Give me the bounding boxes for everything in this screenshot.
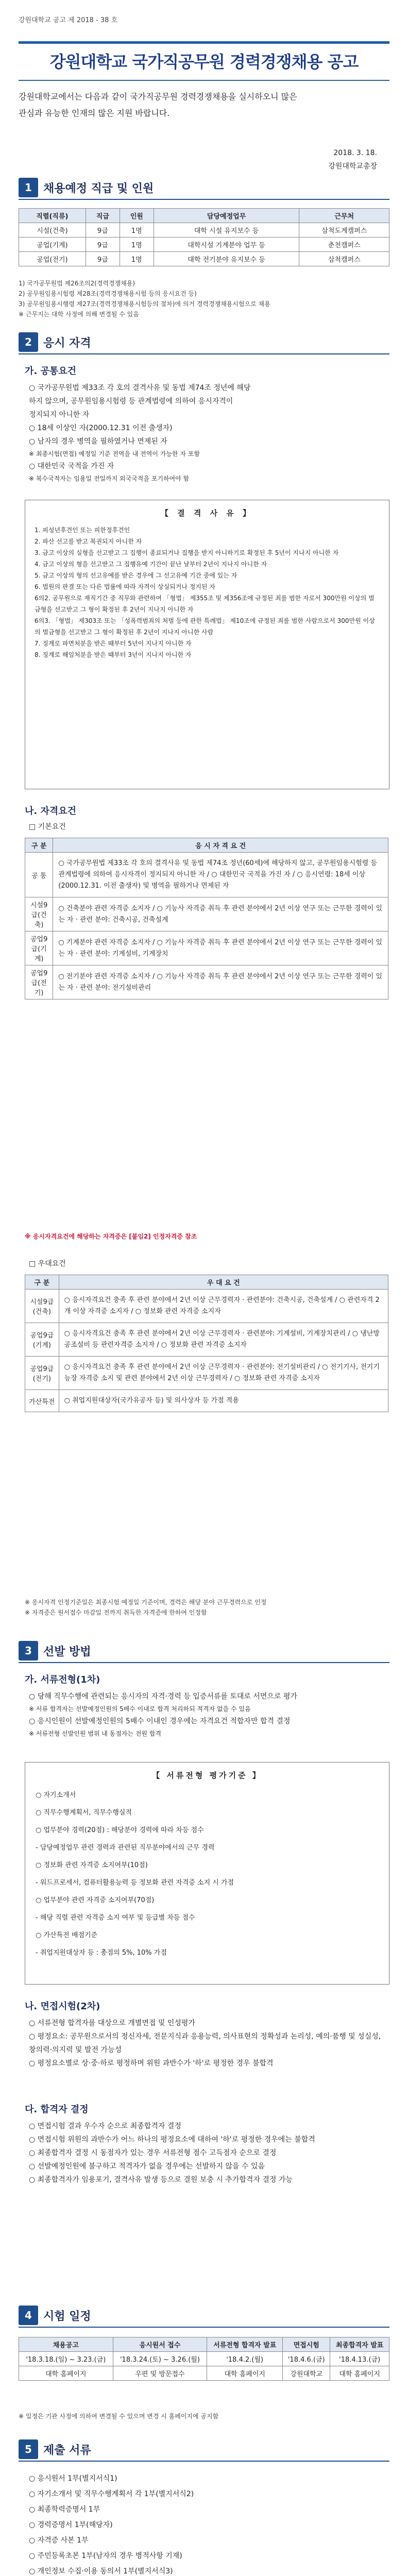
table-row — [25, 931, 388, 965]
evaluation-title: 【 서류전형 평가기준 】 — [152, 1771, 262, 1780]
disqualification-list — [25, 518, 389, 667]
note-line: 1) 국가공무원법 제26조의2(경력경쟁채용) — [19, 280, 135, 287]
line: ○ 평정요소별로 상·중·하로 평정하며 위원 과반수가 '하'로 평정한 경우 불합격 — [29, 2059, 274, 2067]
subsection-title: 나. 자격요건 — [25, 806, 77, 817]
note-line: ※ 근무지는 대학 사정에 의해 변경될 수 있음 — [19, 311, 139, 318]
req-line: ○ 대한민국 국적을 가진 자 — [29, 462, 114, 470]
table-cell: 대학 시설 유지보수 등 — [154, 223, 299, 238]
table-cell: 우편 및 방문접수 — [113, 2366, 207, 2381]
basic-req-label: □ 기본요건 — [29, 823, 66, 831]
table-cell: 대학 전기분야 유지보수 등 — [154, 252, 299, 266]
disq-item: 5. 금고 이상의 형의 선고유예를 받은 경우에 그 선고유예 기간 중에 있는 자 — [35, 572, 237, 579]
issuer: 강원대학교총장 — [328, 162, 377, 171]
table-row — [19, 252, 389, 266]
line: ○ 최종합격자 결정 시 동점자가 있는 경우 서류전형 점수 고득점자 순으로 결정 — [29, 2149, 277, 2157]
table-cell: 삼척도계캠퍼스 — [299, 223, 389, 238]
table-cell: 공업9급(기계) — [25, 1323, 59, 1357]
section-number: 4 — [19, 2306, 38, 2325]
eval-item: - 담당예정업무 관련 경력과 관련된 직무분야에서의 근무 경력 — [36, 1844, 215, 1852]
table-cell: ○ 응시자격요건 충족 후 관련 분야에서 2년 이상 근무경력자 · 관련분야: 기계설비, 기계장치관리 / ○ 냉난방공조설비 등 관련자격증 소지자 / ○ 정보화 관련 자격증 소지자 — [59, 1323, 388, 1357]
decision-lines — [29, 2120, 389, 2187]
table-header-cell: 서류전형 합격자 발표 — [207, 2337, 283, 2352]
disq-item: 6. 법원의 판결 또는 다른 법률에 따라 자격이 상실되거나 정지된 자 — [35, 583, 215, 590]
section-title: 채용예정 직급 및 인원 — [43, 182, 154, 195]
table-cell: 1명 — [120, 238, 154, 252]
table-row — [25, 1323, 388, 1357]
table-header-cell: 담당예정업무 — [154, 209, 299, 223]
table-header-cell: 근무처 — [299, 209, 389, 223]
title-banner — [19, 41, 389, 81]
req-line: ○ 남자의 경우 병역을 필하였거나 면제된 자 — [29, 437, 167, 446]
line: ○ 최종합격자가 임용포기, 결격사유 발생 등으로 결원 보충 시 추가합격자 결정 가능 — [29, 2176, 293, 2184]
table-row — [25, 1390, 388, 1412]
subsection-title: 가. 공통요건 — [25, 366, 77, 377]
table-cell: '18.4.13.(금) — [330, 2352, 389, 2366]
req-line: 하지 않으며, 공무원임용시험령 등 관계법령에 의하여 응시자격이 — [29, 397, 233, 405]
line: ※ 서류전형 선발인원 범위 내 동점자는 전원 합격 — [29, 1730, 162, 1737]
issue-block — [328, 146, 377, 173]
table-header-cell: 직급 — [86, 209, 120, 223]
section-divider — [19, 199, 389, 200]
eval-item: - 취업지원대상자 등 : 총점의 5%, 10% 가점 — [36, 1949, 167, 1957]
section-number: 3 — [19, 1641, 38, 1660]
disq-item: 6의2. 공무원으로 재직기간 중 직무와 관련하여 「형법」 제355조 및 제356조에 규정된 죄를 범한 자로서 300만원 이상의 벌금형을 선고받고 그 형이 확정된 후 2년이 지나지 아니한 자 — [35, 595, 375, 613]
section-divider — [19, 1662, 389, 1663]
line: ○ 선발예정인원에 불구하고 적격자가 없을 경우에는 선발하지 않을 수 있음 — [29, 2162, 265, 2171]
doc-item: ○ 개인정보 수집·이용 동의서 1부(별지서식3) — [29, 2567, 173, 2575]
basic-req-note: ※ 응시자격요건에 해당하는 자격증은 [붙임2] 인정자격증 참조 — [25, 1233, 197, 1240]
disq-item: 2. 파산 선고를 받고 복권되지 아니한 자 — [35, 538, 142, 545]
table-header-cell: 응 시 자 격 요 건 — [53, 838, 388, 853]
table-cell: '18.4.6.(금) — [283, 2352, 330, 2366]
page-title: 강원대학교 국가직공무원 경력경쟁채용 공고 — [49, 52, 359, 72]
preferred-requirements-table — [25, 1275, 388, 1412]
section-title: 제출 서류 — [43, 2444, 91, 2457]
section-title: 시험 일정 — [43, 2310, 91, 2323]
table-row — [25, 1290, 388, 1323]
eval-item: ○ 자기소개서 — [36, 1791, 76, 1799]
table-cell: 시설(건축) — [19, 223, 86, 238]
disq-item: 8. 징계로 해임처분을 받은 때부터 3년이 지나지 아니한 자 — [35, 651, 192, 658]
positions-table — [19, 208, 389, 266]
req-line: ○ 18세 이상인 자(2000.12.31 이전 출생자) — [29, 424, 173, 432]
doc-item: ○ 주민등록초본 1부(남자의 경우 병적사항 기재) — [29, 2552, 182, 2560]
table-cell: 삼척캠퍼스 — [299, 252, 389, 266]
table-cell: ○ 전기분야 관련 자격증 소지자 / ○ 기능사 자격증 취득 후 관련 분야에서 2년 이상 연구 또는 근무한 경력이 있는 자 · 관련 분야: 전기설비관리 — [53, 965, 388, 999]
doc-item: ○ 자기소개서 및 직무수행계획서 각 1부(별지서식2) — [29, 2490, 194, 2498]
disq-item: 7. 징계로 파면처분을 받은 때부터 5년이 지나지 아니한 자 — [35, 640, 192, 647]
table-header-cell: 응시원서 접수 — [113, 2337, 207, 2352]
note-line: ※ 자격증은 원서접수 마감일 전까지 취득한 자격증에 한하여 인정함 — [25, 1609, 207, 1616]
section-1-header — [19, 175, 389, 200]
table-cell: 공업(전기) — [19, 252, 86, 266]
table-cell: 공 통 — [25, 853, 53, 897]
preferred-notes — [25, 1597, 388, 1618]
intro-line: 관심과 유능한 인재의 많은 지원 바랍니다. — [19, 108, 170, 118]
table-cell: 시설9급(건축) — [25, 897, 53, 931]
common-requirements — [29, 381, 389, 484]
table-cell: 공업(기계) — [19, 238, 86, 252]
table-row — [25, 1357, 388, 1390]
section-title: 선발 방법 — [43, 1645, 91, 1658]
section-3-header — [19, 1638, 389, 1663]
schedule-table — [19, 2337, 389, 2381]
table-header-cell: 채용공고 — [19, 2337, 113, 2352]
req-line: ※ 최종시험(면접) 예정일 기준 전역을 내 전역이 가능한 자 포함 — [29, 450, 200, 457]
subsection-title: 다. 합격자 결정 — [25, 2104, 89, 2115]
eval-item: - 워드프로세서, 컴퓨터활용능력 등 정보화 관련 자격증 소지 시 가점 — [36, 1879, 234, 1887]
table-row — [25, 897, 388, 931]
table-cell: 대학 홈페이지 — [19, 2366, 113, 2381]
intro-paragraph — [19, 89, 389, 122]
line: ○ 면접시험 결과 우수자 순으로 최종합격자 결정 — [29, 2122, 181, 2130]
table-header-cell: 직렬(직류) — [19, 209, 86, 223]
table-row — [19, 238, 389, 252]
table-cell: ○ 기계분야 관련 자격증 소지자 / ○ 기능사 자격증 취득 후 관련 분야에서 2년 이상 연구 또는 근무한 경력이 있는 자 · 관련 분야: 기계설비, 기계장치 — [53, 931, 388, 965]
doc-item: ○ 응시원서 1부(별지서식1) — [29, 2475, 117, 2483]
eval-item: ○ 업무분야 관련 자격증 소지여부(70점) — [36, 1896, 155, 1904]
table-cell: ○ 국가공무원법 제33조 각 호의 결격사유 및 동법 제74조 정년(60세)에 해당하지 않고, 공무원임용시험령 등 관계법령에 의하여 응시자격이 정지되지 아니한 자 / ○ 대한민국 국적을 가진 자 / ○ 응시연령: 18세 이상(2000.12.31. 이전 출생자) 및 병역을 필하거나 면제된 자 — [53, 853, 388, 897]
section-4-header — [19, 2303, 389, 2328]
subsection-title: 나. 면접시험(2차) — [25, 2001, 100, 2012]
req-line: ※ 복수국적자는 임용일 전일까지 외국국적을 포기하여야 함 — [29, 475, 190, 482]
table-cell: '18.3.24.(토) ~ 3.26.(월) — [113, 2352, 207, 2366]
table-cell: 대학 홈페이지 — [330, 2366, 389, 2381]
table-cell: 9급 — [86, 238, 120, 252]
table-cell: 가산특전 — [25, 1390, 59, 1412]
table-cell: ○ 취업지원대상자(국가유공자 등) 및 의사상자 등 가점 적용 — [59, 1390, 388, 1412]
line: ※ 서류 합격자는 선발예정인원의 5배수 이내로 합격 처리하되 적격자 없을 수 있음 — [29, 1705, 251, 1713]
doc-item: ○ 경력증명서 1부(해당자) — [29, 2521, 113, 2529]
schedule-note: ※ 일정은 기관 사정에 의하여 변경될 수 있으며 변경 시 홈페이지에 공지함 — [19, 2413, 219, 2420]
document-screening-lines — [29, 1690, 297, 1739]
table-header-cell: 면접시험 — [283, 2337, 330, 2352]
section-divider — [19, 353, 389, 354]
disq-item: 6의3. 「형법」 제303조 또는 「성폭력범죄의 처벌 등에 관한 특례법」 제10조에 규정된 죄를 범한 사람으로서 300만원 이상의 벌금형을 선고받고 그 형이 확정된 후 2년이 지나지 아니한 사람 — [35, 617, 375, 636]
table-header-cell: 구 분 — [25, 1275, 59, 1290]
eval-item: - 해당 직렬 관련 자격증 소지 여부 및 등급별 차등 점수 — [36, 1914, 195, 1922]
line: ○ 당해 직무수행에 관련되는 응시자의 자격·경력 등 입증서류를 토대로 서면으로 평가 — [29, 1692, 297, 1701]
eval-item: ○ 정보화 관련 자격증 소지여부(10점) — [36, 1861, 148, 1869]
req-line: 정지되지 아니한 자 — [29, 411, 90, 419]
table-cell: '18.3.18.(일) ~ 3.23.(금) — [19, 2352, 113, 2366]
section-divider — [19, 2327, 389, 2328]
section-2-header — [19, 330, 389, 354]
submission-documents — [29, 2471, 194, 2576]
line: ○ 서류전형 합격자를 대상으로 개별면접 및 인성평가 — [29, 2019, 195, 2027]
section-title: 응시 자격 — [43, 336, 91, 350]
table-cell: 시설9급(건축) — [25, 1290, 59, 1323]
table-row — [19, 2366, 389, 2381]
subsection-title: 가. 서류전형(1차) — [25, 1674, 100, 1685]
section-number: 2 — [19, 332, 38, 352]
table-cell: 공업9급(전기) — [25, 1357, 59, 1390]
disq-item: 1. 피성년후견인 또는 피한정후견인 — [35, 527, 130, 534]
eval-item: ○ 업무분야 경력(20점) : 해당분야 경력에 따라 차등 점수 — [36, 1826, 204, 1834]
doc-item: ○ 최종학력증명서 1부 — [29, 2505, 100, 2514]
positions-notes — [19, 278, 389, 319]
table-cell: 1명 — [120, 223, 154, 238]
disqualification-box — [25, 500, 389, 789]
table-header-cell: 우 대 요 건 — [59, 1275, 388, 1290]
eval-item: ○ 가산특전 배점기준 — [36, 1931, 98, 1939]
table-cell: 9급 — [86, 223, 120, 238]
line: ○ 평정요소: 공무원으로서의 정신자세, 전문지식과 응용능력, 의사표현의 정확성과 논리성, 예의·품행 및 성실성, 창의력·의지력 및 발전 가능성 — [29, 2032, 381, 2054]
line: ○ 면접시험 위원의 과반수가 어느 하나의 평정요소에 대하여 '하'로 평정한 경우에는 불합격 — [29, 2136, 315, 2144]
note-line: ※ 응시자격 인정기준일은 최종시험 예정일 기준이며, 경력은 해당 분야 근무경력으로 인정 — [25, 1599, 267, 1606]
table-cell: 대학 홈페이지 — [207, 2366, 283, 2381]
table-cell: ○ 건축분야 관련 자격증 소지자 / ○ 기능사 자격증 취득 후 관련 분야에서 2년 이상 연구 또는 근무한 경력이 있는 자 · 관련 분야: 건축시공, 건축설계 — [53, 897, 388, 931]
doc-item: ○ 자격증 사본 1부 — [29, 2536, 89, 2545]
req-line: ○ 국가공무원법 제33조 각 호의 결격사유 및 동법 제74조 정년에 해당 — [29, 384, 251, 392]
table-row — [25, 965, 388, 999]
table-cell: 공업9급(전기) — [25, 965, 53, 999]
line: ○ 응시인원이 선발예정인원의 5배수 이내인 경우에는 자격요건 적합자만 합격 결정 — [29, 1717, 291, 1725]
table-row — [19, 223, 389, 238]
section-number: 1 — [19, 178, 38, 197]
note-line: 2) 공무원임용시험령 제28조(경력경쟁채용시험 등의 응시요건 등) — [19, 290, 197, 297]
table-header-cell: 인원 — [120, 209, 154, 223]
table-cell: '18.4.2.(월) — [207, 2352, 283, 2366]
basic-requirements-table — [25, 838, 388, 999]
interview-lines — [29, 2016, 389, 2070]
note-line: 3) 공무원임용시행령 제27조(경력경쟁채용시험등의 절차)에 의거 경력경쟁채용시험으로 채용 — [19, 300, 270, 308]
evaluation-list — [25, 1781, 389, 1968]
table-cell: ○ 응시자격요건 충족 후 관련 분야에서 2년 이상 근무경력자 · 관련분야: 건축시공, 건축설계 / ○ 관련자격 2개 이상 자격증 소지자 / ○ 정보화 관련 자격증 소지자 — [59, 1290, 388, 1323]
table-header-cell: 구 분 — [25, 838, 53, 853]
table-row — [25, 853, 388, 897]
table-cell: 9급 — [86, 252, 120, 266]
table-cell: 강원대학교 — [283, 2366, 330, 2381]
section-divider — [19, 2461, 389, 2462]
table-cell: ○ 응시자격요건 충족 후 관련 분야에서 2년 이상 근무경력자 · 관련분야: 전기설비관리 / ○ 전기기사, 전기기능장 자격증 소지 및 관련 분야에서 2년 이상 근무경력자 / ○ 정보화 관련 자격증 소지자 — [59, 1357, 388, 1390]
table-cell: 춘천캠퍼스 — [299, 238, 389, 252]
table-cell: 공업9급(기계) — [25, 931, 53, 965]
preferred-req-label: □ 우대요건 — [29, 1260, 66, 1268]
intro-line: 강원대학교에서는 다음과 같이 국가직공무원 경력경쟁채용을 실시하오니 많은 — [19, 92, 297, 101]
evaluation-criteria-box — [25, 1762, 389, 1985]
section-5-header — [19, 2437, 389, 2462]
table-header-cell: 최종합격자 발표 — [330, 2337, 389, 2352]
disq-item: 3. 금고 이상의 실형을 선고받고 그 집행이 종료되거나 집행을 받지 아니하기로 확정된 후 5년이 지나지 아니한 자 — [35, 549, 339, 556]
disqualification-title: 【 결 격 사 유 】 — [160, 509, 254, 518]
issue-date: 2018. 3. 18. — [333, 149, 377, 157]
disq-item: 4. 금고 이상의 형을 선고받고 그 집행유예 기간이 끝난 날부터 2년이 지나지 아니한 자 — [35, 561, 267, 568]
announcement-number: 강원대학교 공고 제 2018 - 38 호 — [19, 16, 118, 24]
table-cell: 대학시설 기계분야 업무 등 — [154, 238, 299, 252]
eval-item: ○ 직무수행계획서, 직무수행실적 — [36, 1809, 132, 1817]
table-row — [19, 2352, 389, 2366]
table-cell: 1명 — [120, 252, 154, 266]
section-number: 5 — [19, 2439, 38, 2459]
